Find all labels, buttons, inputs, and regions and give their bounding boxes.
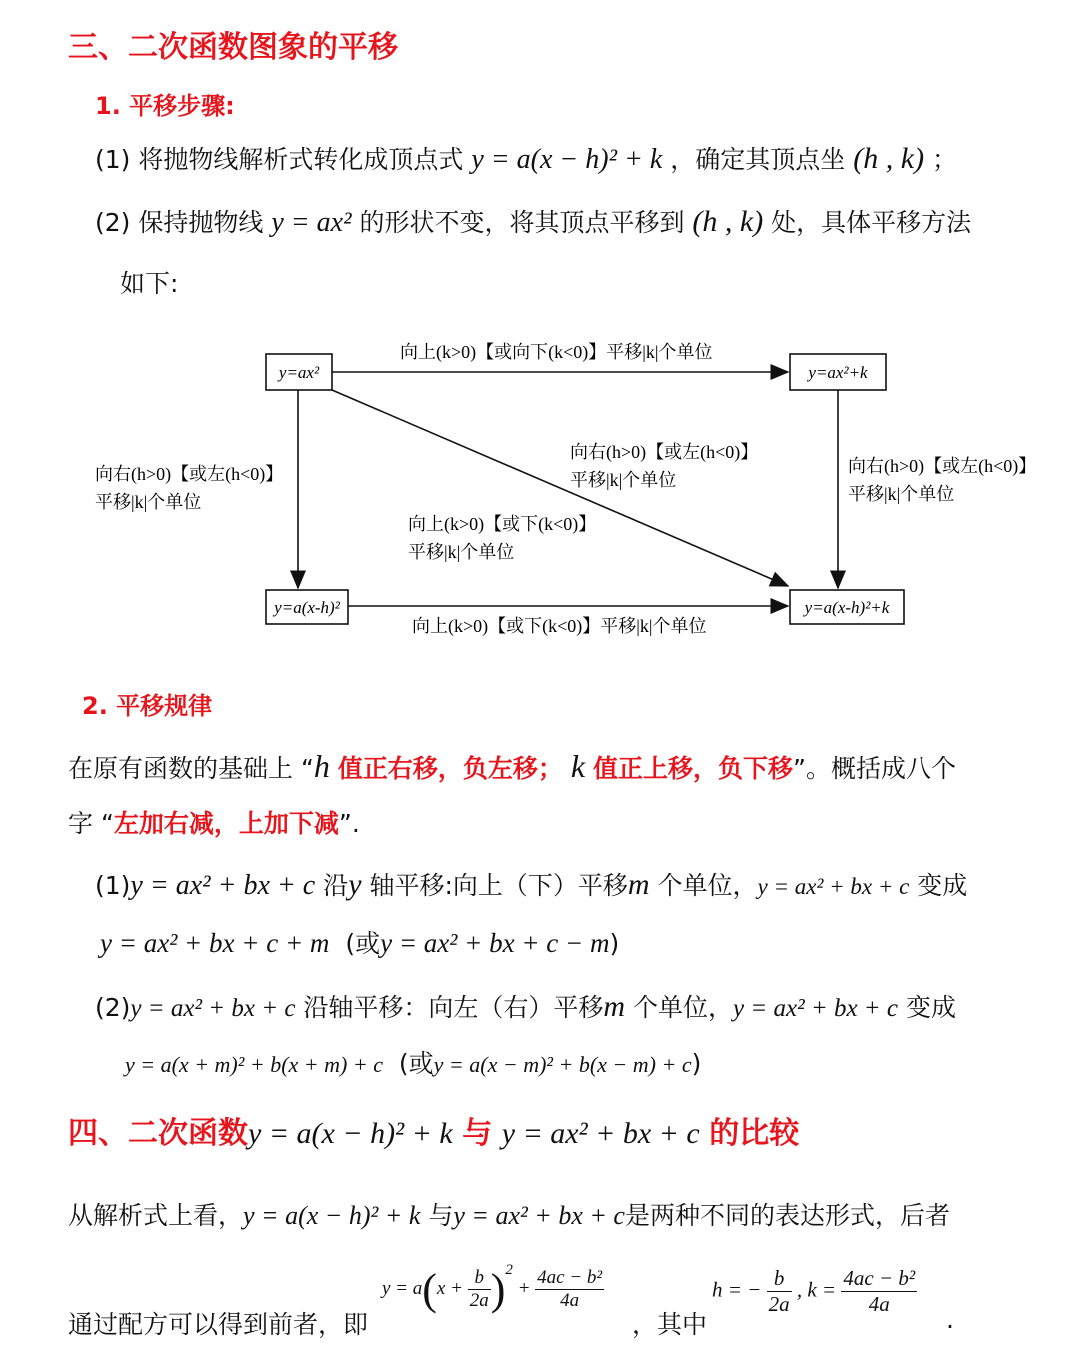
point-2-unit: 个单位，: [633, 993, 734, 1022]
point-2-num: (2): [95, 993, 131, 1022]
k-frac-den: 4a: [868, 1292, 890, 1316]
left-arrow-label-2: 平移|k|个单位: [95, 492, 202, 512]
section-4-title: [68, 1108, 799, 1152]
comparison-prefix: 从解析式上看，: [68, 1201, 244, 1230]
section-4-general-form: y = ax² + bx + c: [501, 1117, 700, 1150]
left-arrow-label-1: 向右(h>0)【或左(h<0)】: [95, 464, 284, 484]
point-2-result: y = a(x + m)² + b(x + m) + c: [125, 1052, 383, 1077]
basic-parabola-formula: y = ax²: [271, 207, 352, 238]
point-1-formula: y = ax² + bx + c: [130, 870, 316, 901]
point-2-or: (或: [398, 1049, 434, 1078]
vertex-coordinates-formula: [712, 1266, 917, 1317]
rule-end: ”。概括成八个: [793, 754, 956, 783]
cs-frac-num: b: [468, 1267, 491, 1290]
diagonal-label-upper-2: 平移|k|个单位: [570, 470, 677, 490]
point-1-close: ): [609, 929, 620, 958]
step-1-text: (1) 将抛物线解析式转化成顶点式: [95, 145, 464, 174]
point-1-unit: 个单位，: [657, 871, 758, 900]
step-1-mid: ，确定其顶点坐: [670, 145, 846, 174]
translation-diagram: [0, 320, 1080, 650]
point-1-num: (1): [95, 871, 131, 900]
cs-k-num: 4ac − b²: [537, 1267, 603, 1289]
point-2-text: 沿轴平移：向左（右）平移: [303, 993, 604, 1022]
section-4-prefix: 四、二次函数: [68, 1116, 248, 1151]
step-2-end: 处，具体平移方法: [771, 208, 972, 237]
section-4-suffix: 的比较: [709, 1116, 800, 1151]
section-4-and: 与: [462, 1116, 493, 1151]
point-2-line: [95, 988, 956, 1024]
cs-x-plus: x +: [436, 1278, 463, 1299]
point-1-line: [95, 866, 967, 902]
bottom-arrow-label: 向上(k>0)【或下(k<0)】平移|k|个单位: [412, 616, 707, 636]
point-2-m: m: [603, 990, 626, 1023]
k-frac-num: 4ac − b²: [843, 1266, 916, 1290]
box-basic-parabola-label: y=ax²: [278, 363, 320, 382]
rule-line-1: [68, 748, 956, 785]
point-1-y: y: [348, 868, 362, 901]
final-period: .: [946, 1305, 954, 1334]
vertex-point: (h , k): [853, 142, 925, 175]
arrow-diagonal: [332, 390, 788, 586]
cs-y-eq: y = a: [382, 1278, 423, 1299]
h-frac-den: 2a: [768, 1292, 790, 1316]
rule-k: k: [570, 748, 586, 784]
point-1-along: 沿: [323, 871, 349, 900]
comparison-line-1: [68, 1196, 950, 1232]
rule-line-2: [68, 804, 360, 840]
point-1-result: y = ax² + bx + c + m: [100, 928, 330, 958]
point-1-or: (或: [345, 929, 381, 958]
step-2-continuation: 如下:: [120, 269, 179, 298]
point-2-formula-2: y = ax² + bx + c: [733, 995, 899, 1022]
rule-prefix: 在原有函数的基础上 “: [68, 754, 314, 783]
cs-k-den: 4a: [560, 1290, 580, 1312]
step-1-line: [95, 140, 957, 176]
cs-frac-den: 2a: [469, 1290, 489, 1312]
point-1-text: 轴平移:向上（下）平移: [369, 871, 628, 900]
vertex-form-formula: y = a(x − h)² + k: [471, 144, 663, 175]
completed-square-formula: [382, 1262, 604, 1315]
subheading-steps: 1. 平移步骤:: [95, 92, 235, 120]
step-2-text: (2) 保持抛物线: [95, 208, 264, 237]
point-2-close: ): [691, 1049, 702, 1078]
comparison-vertex-form: y = a(x − h)² + k: [243, 1201, 421, 1230]
step-2-line: [95, 203, 971, 239]
rule-mnemonic: 左加右减，上加下减: [113, 809, 339, 838]
rule-h: h: [313, 748, 330, 784]
k-fraction: [841, 1266, 917, 1317]
point-1-m: m: [627, 868, 650, 901]
box-vertical-shift-label: y=ax²+k: [808, 363, 868, 382]
cs-close-paren: ): [490, 1265, 506, 1315]
point-2-becomes: 变成: [905, 993, 956, 1022]
diagonal-label-lower-2: 平移|k|个单位: [408, 542, 515, 562]
point-1-formula-2: y = ax² + bx + c: [757, 874, 910, 899]
point-2-result-line: [125, 1044, 701, 1080]
cs-plus: +: [517, 1278, 531, 1299]
point-1-result-line: [100, 924, 619, 960]
h-frac-num: b: [767, 1266, 792, 1292]
point-1-result-alt: y = ax² + bx + c − m: [380, 928, 610, 958]
rule-horizontal: 值正右移，负左移；: [337, 754, 563, 783]
where-text: ，其中: [632, 1310, 708, 1339]
step-2-mid: 的形状不变，将其顶点平移到: [359, 208, 685, 237]
comparison-suffix: 是两种不同的表达形式，后者: [624, 1201, 950, 1230]
box-horizontal-shift-label: y=a(x-h)²: [274, 598, 340, 617]
right-arrow-label-1: 向右(h>0)【或左(h<0)】: [848, 456, 1037, 476]
diagonal-label-upper-1: 向右(h>0)【或左(h<0)】: [570, 442, 759, 462]
rule-vertical: 值正上移，负下移: [592, 754, 793, 783]
rule2-end: ”.: [338, 809, 360, 838]
comparison-and: 与: [428, 1201, 454, 1230]
cs-open-paren: (: [422, 1265, 437, 1315]
step-1-end: ；: [932, 145, 958, 174]
point-2-formula: y = ax² + bx + c: [130, 995, 296, 1022]
target-vertex-point: (h , k): [692, 205, 764, 238]
diagonal-label-lower-1: 向上(k>0)【或下(k<0)】: [408, 514, 597, 534]
comparison-general-form: y = ax² + bx + c: [453, 1201, 625, 1230]
rule2-prefix: 字 “: [68, 809, 114, 838]
section-3-title: 三、二次函数图象的平移: [68, 30, 398, 65]
box-vertex-form-label: y=a(x-h)²+k: [804, 598, 890, 617]
cs-k-fraction: [535, 1267, 604, 1312]
point-2-result-alt: y = a(x − m)² + b(x − m) + c: [433, 1052, 692, 1077]
top-arrow-label: 向上(k>0)【或向下(k<0)】平移|k|个单位: [400, 342, 713, 362]
comparison-line-2-text: 通过配方可以得到前者，即: [68, 1310, 369, 1339]
subheading-rules: 2. 平移规律: [82, 692, 213, 720]
point-1-becomes: 变成: [917, 871, 968, 900]
section-4-vertex-form: y = a(x − h)² + k: [248, 1117, 453, 1150]
cs-b-over-2a: [468, 1267, 491, 1312]
h-equals: h = −: [712, 1277, 762, 1302]
k-equals: , k =: [796, 1277, 837, 1302]
h-fraction: [767, 1266, 792, 1317]
right-arrow-label-2: 平移|k|个单位: [848, 484, 955, 504]
cs-square: 2: [505, 1262, 513, 1278]
